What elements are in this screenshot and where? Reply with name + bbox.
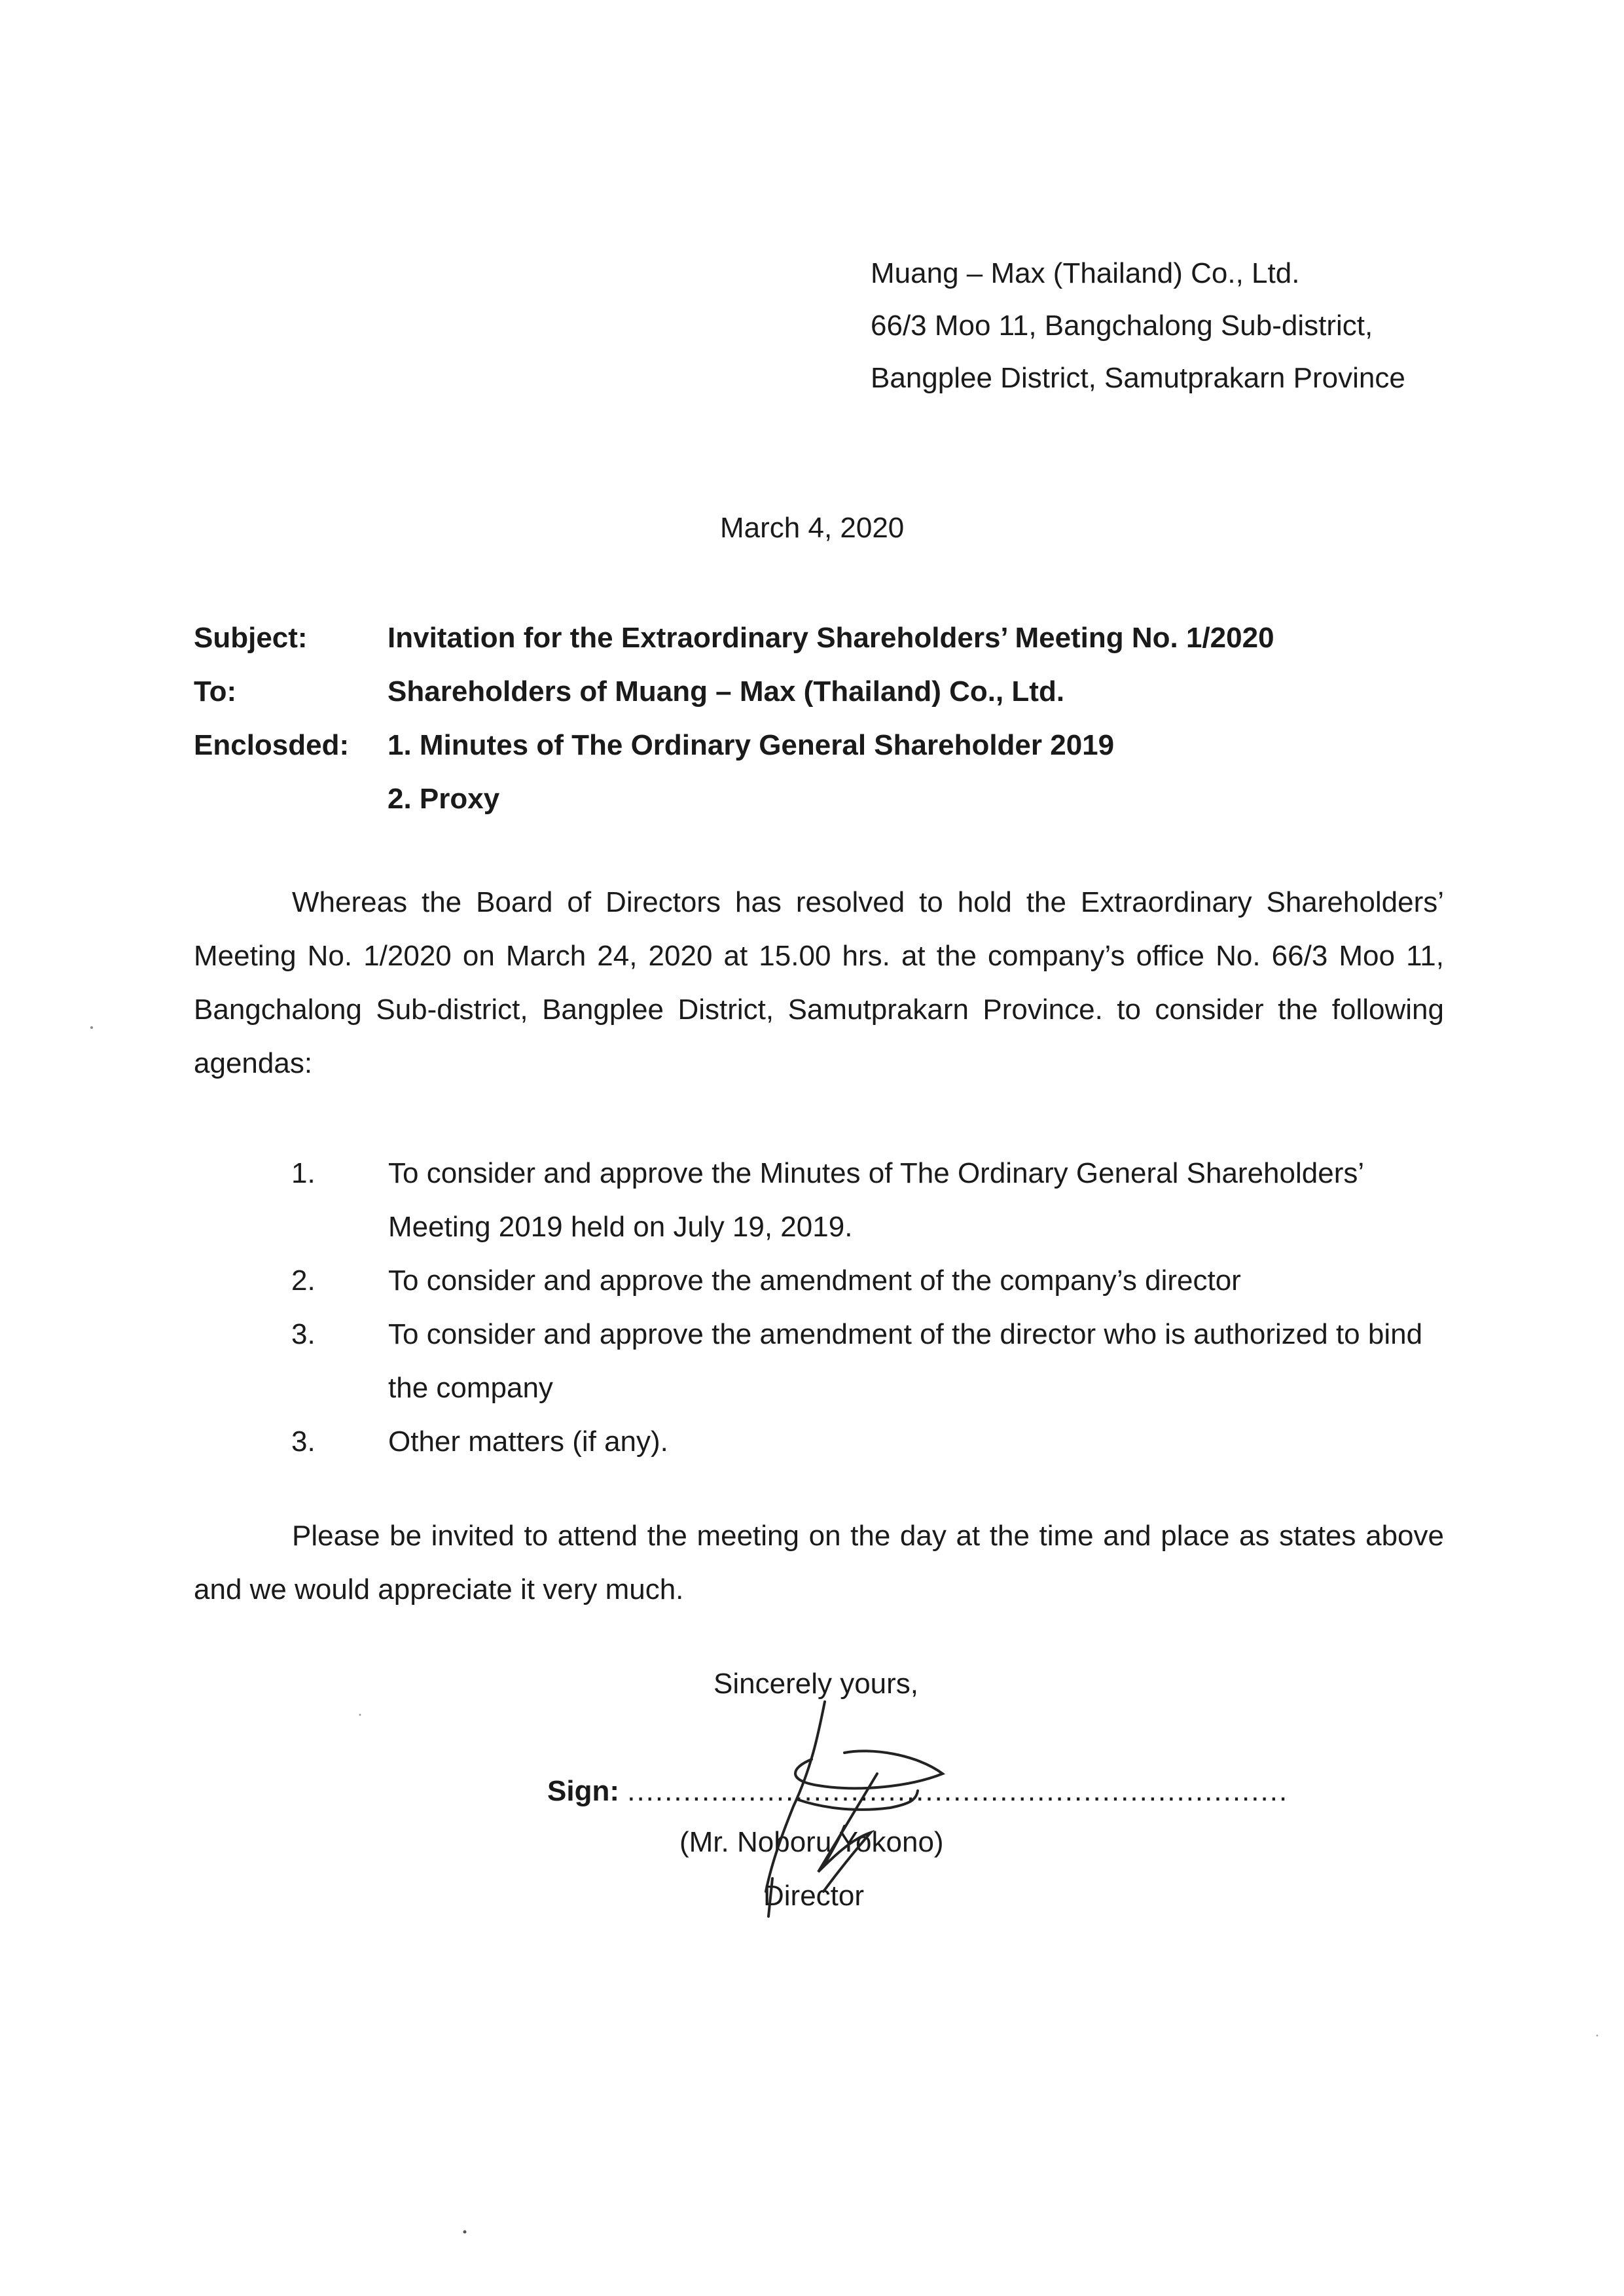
sign-label: Sign: xyxy=(547,1775,619,1807)
closing-salutation: Sincerely yours, xyxy=(713,1668,919,1700)
subject-label: Subject: xyxy=(194,622,308,654)
sender-company: Muang – Max (Thailand) Co., Ltd. xyxy=(871,257,1300,289)
subject-value: Invitation for the Extraordinary Shareholders’ Meeting No. 1/2020 xyxy=(388,622,1274,654)
closing-paragraph-text: Please be invited to attend the meeting on the day at the time and place as states above and we would appreciate it very much. xyxy=(194,1520,1444,1605)
letter-date: March 4, 2020 xyxy=(720,512,905,544)
agenda-number: 1. xyxy=(291,1157,316,1189)
enclosed-label: Enclosded: xyxy=(194,729,350,761)
agenda-text: To consider and approve the amendment of the director who is authorized to bind the company xyxy=(388,1318,1423,1404)
sender-address-line1: 66/3 Moo 11, Bangchalong Sub-district, xyxy=(871,310,1373,342)
sender-address-line2: Bangplee District, Samutprakarn Province xyxy=(871,362,1405,394)
signer-name: (Mr. Noboru Yokono) xyxy=(679,1826,944,1858)
agenda-text: To consider and approve the amendment of the company’s director xyxy=(388,1265,1241,1297)
enclosed-item: 2. Proxy xyxy=(388,783,500,815)
agenda-text: To consider and approve the Minutes of The Ordinary General Shareholders’ Meeting 2019 held on July 19, 2019. xyxy=(388,1157,1363,1243)
intro-paragraph-text: Whereas the Board of Directors has resolved to hold the Extraordinary Shareholders’ Meeting No. 1/2020 on March 24, 2020 at 15.00 hrs. at the company’s office No. 66/3 Moo 11, Bangchalong Sub-district, Bangplee District, Samutprakarn Province. to consider the following agendas: xyxy=(194,886,1444,1079)
agenda-number: 2. xyxy=(291,1265,316,1297)
to-value: Shareholders of Muang – Max (Thailand) Co., Ltd. xyxy=(388,675,1065,708)
agenda-text: Other matters (if any). xyxy=(388,1426,668,1458)
agenda-number: 3. xyxy=(291,1426,316,1458)
enclosed-item: 1. Minutes of The Ordinary General Shareholder 2019 xyxy=(388,729,1115,761)
sign-dots: ....................................................................... xyxy=(627,1775,1289,1807)
to-label: To: xyxy=(194,675,237,708)
agenda-number: 3. xyxy=(291,1318,316,1350)
signer-title: Director xyxy=(763,1880,865,1912)
